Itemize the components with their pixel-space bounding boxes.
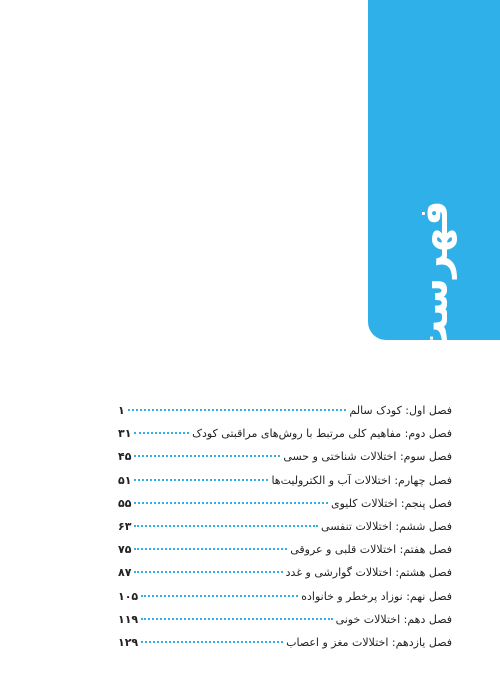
toc-chapter-title: فصل سوم: اختلالات شناختی و حسی	[283, 450, 452, 464]
toc-chapter-title: فصل هشتم: اختلالات گوارشی و غدد	[285, 566, 452, 580]
toc-page-number: ۵۱	[118, 473, 132, 487]
toc-page-number: ۱	[118, 404, 125, 417]
toc-row[interactable]	[118, 566, 452, 589]
toc-row[interactable]	[118, 450, 452, 473]
toc-page-number: ۳۱	[118, 427, 132, 441]
toc-page-number: ۸۷	[118, 566, 132, 580]
toc-chapter-title: فصل نهم: نوزاد پرخطر و خانواده	[301, 589, 452, 603]
toc-row[interactable]	[118, 404, 452, 427]
dot-leader	[134, 479, 268, 481]
toc-chapter-title: فصل چهارم: اختلالات آب و الکترولیت‌ها	[271, 473, 452, 487]
page-title: فهرست	[411, 200, 457, 360]
toc-row[interactable]	[118, 427, 452, 450]
dot-leader	[134, 432, 189, 434]
toc-page-number: ۴۵	[118, 450, 132, 464]
toc-page-number: ۱۲۹	[118, 635, 139, 649]
toc-page-number: ۷۵	[118, 543, 132, 557]
toc-chapter-title: فصل پنجم: اختلالات کلیوی	[331, 496, 452, 510]
toc-row[interactable]	[118, 520, 452, 543]
toc-row[interactable]	[118, 636, 452, 659]
dot-leader	[141, 595, 298, 597]
dot-leader	[134, 548, 287, 550]
toc-chapter-title: فصل هفتم: اختلالات قلبی و عروقی	[290, 543, 452, 557]
toc-page-number: ۵۵	[118, 496, 132, 510]
toc-page-number: ۱۱۹	[118, 612, 139, 626]
toc-row[interactable]	[118, 613, 452, 636]
toc-row[interactable]	[118, 474, 452, 497]
toc-chapter-title: فصل دوم: مفاهیم کلی مرتبط با روش‌های مراقبتی کودک	[192, 427, 452, 441]
dot-leader	[134, 571, 282, 573]
toc-row[interactable]	[118, 497, 452, 520]
toc-page-number: ۱۰۵	[118, 589, 139, 603]
dot-leader	[134, 502, 328, 504]
toc-chapter-title: فصل ششم: اختلالات تنفسی	[321, 519, 452, 533]
dot-leader	[141, 618, 332, 620]
toc-chapter-title: فصل دهم: اختلالات خونی	[335, 612, 452, 626]
toc-chapter-title: فصل یازدهم: اختلالات مغز و اعصاب	[286, 635, 452, 649]
table-of-contents	[118, 404, 452, 659]
toc-page-number: ۶۳	[118, 519, 132, 533]
dot-leader	[128, 409, 347, 411]
toc-row[interactable]	[118, 590, 452, 613]
dot-leader	[134, 455, 280, 457]
dot-leader	[141, 641, 283, 643]
dot-leader	[134, 525, 318, 527]
toc-row[interactable]	[118, 543, 452, 566]
toc-chapter-title: فصل اول: کودک سالم	[349, 404, 452, 417]
